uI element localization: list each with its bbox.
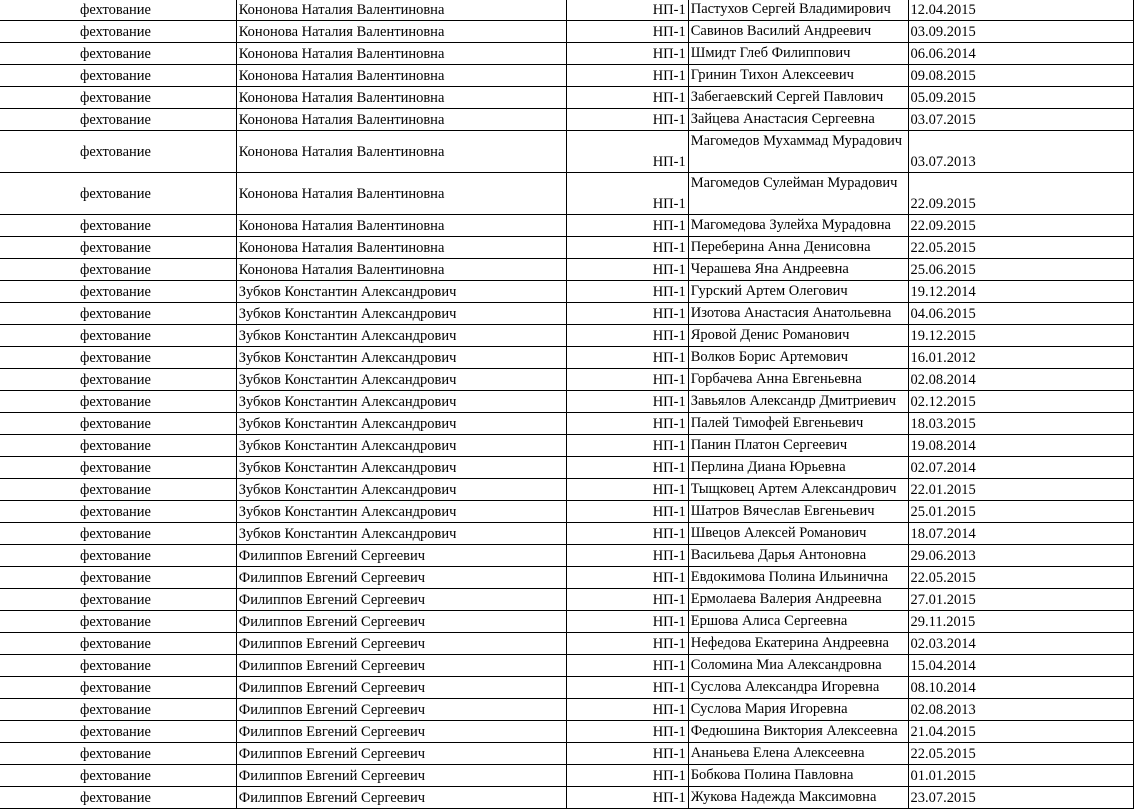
cell-athlete-name[interactable]: Шатров Вячеслав Евгеньевич (688, 501, 908, 523)
cell-group[interactable]: НП-1 (566, 589, 688, 611)
cell-group[interactable]: НП-1 (566, 567, 688, 589)
cell-birth-date[interactable]: 22.09.2015 (908, 173, 1133, 215)
cell-sport[interactable]: фехтование (0, 787, 236, 809)
cell-group[interactable]: НП-1 (566, 215, 688, 237)
cell-birth-date[interactable]: 23.07.2015 (908, 787, 1133, 809)
table-row (0, 721, 1134, 743)
table-row (0, 787, 1134, 809)
cell-coach[interactable]: Кононова Наталия Валентиновна (236, 237, 566, 259)
cell-athlete-name[interactable]: Черашева Яна Андреевна (688, 259, 908, 281)
table-row (0, 65, 1134, 87)
cell-group[interactable]: НП-1 (566, 611, 688, 633)
cell-group[interactable]: НП-1 (566, 677, 688, 699)
table-row (0, 325, 1134, 347)
cell-athlete-name[interactable]: Магомедов Мухаммад Мурадович (688, 131, 908, 173)
cell-coach[interactable]: Зубков Константин Александрович (236, 325, 566, 347)
cell-sport[interactable]: фехтование (0, 435, 236, 457)
table-row (0, 677, 1134, 699)
table-row (0, 0, 1134, 21)
table-row (0, 743, 1134, 765)
cell-group[interactable]: НП-1 (566, 325, 688, 347)
cell-athlete-name[interactable]: Суслова Александра Игоревна (688, 677, 908, 699)
cell-group[interactable]: НП-1 (566, 65, 688, 87)
cell-birth-date[interactable]: 03.07.2013 (908, 131, 1133, 173)
cell-sport[interactable]: фехтование (0, 21, 236, 43)
cell-sport[interactable]: фехтование (0, 215, 236, 237)
cell-group[interactable]: НП-1 (566, 633, 688, 655)
cell-coach[interactable]: Кононова Наталия Валентиновна (236, 43, 566, 65)
cell-sport[interactable]: фехтование (0, 655, 236, 677)
cell-sport[interactable]: фехтование (0, 611, 236, 633)
table-row (0, 413, 1134, 435)
cell-athlete-name[interactable]: Ершова Алиса Сергеевна (688, 611, 908, 633)
cell-athlete-name[interactable]: Васильева Дарья Антоновна (688, 545, 908, 567)
cell-athlete-name[interactable]: Суслова Мария Игоревна (688, 699, 908, 721)
table-row (0, 109, 1134, 131)
cell-coach[interactable]: Зубков Константин Александрович (236, 523, 566, 545)
cell-sport[interactable]: фехтование (0, 699, 236, 721)
cell-birth-date[interactable]: 01.01.2015 (908, 765, 1133, 787)
cell-coach[interactable]: Кононова Наталия Валентиновна (236, 215, 566, 237)
cell-coach[interactable]: Филиппов Евгений Сергеевич (236, 699, 566, 721)
cell-birth-date[interactable]: 02.08.2013 (908, 699, 1133, 721)
cell-sport[interactable]: фехтование (0, 369, 236, 391)
cell-athlete-name[interactable]: Гурский Артем Олегович (688, 281, 908, 303)
cell-birth-date[interactable]: 22.05.2015 (908, 567, 1133, 589)
table-row (0, 369, 1134, 391)
cell-athlete-name[interactable]: Шмидт Глеб Филиппович (688, 43, 908, 65)
table-row (0, 21, 1134, 43)
cell-birth-date[interactable]: 29.11.2015 (908, 611, 1133, 633)
cell-coach[interactable]: Зубков Константин Александрович (236, 457, 566, 479)
cell-athlete-name[interactable]: Савинов Василий Андреевич (688, 21, 908, 43)
cell-birth-date[interactable]: 03.07.2015 (908, 109, 1133, 131)
cell-birth-date[interactable]: 22.05.2015 (908, 743, 1133, 765)
cell-birth-date[interactable]: 25.06.2015 (908, 259, 1133, 281)
cell-group[interactable]: НП-1 (566, 413, 688, 435)
cell-birth-date[interactable]: 04.06.2015 (908, 303, 1133, 325)
table-row (0, 611, 1134, 633)
cell-coach[interactable]: Зубков Константин Александрович (236, 479, 566, 501)
cell-athlete-name[interactable]: Гринин Тихон Алексеевич (688, 65, 908, 87)
cell-coach[interactable]: Кононова Наталия Валентиновна (236, 131, 566, 173)
cell-sport[interactable]: фехтование (0, 545, 236, 567)
cell-coach[interactable]: Филиппов Евгений Сергеевич (236, 633, 566, 655)
cell-birth-date[interactable]: 16.01.2012 (908, 347, 1133, 369)
cell-coach[interactable]: Филиппов Евгений Сергеевич (236, 743, 566, 765)
table-row (0, 173, 1134, 215)
cell-birth-date[interactable]: 05.09.2015 (908, 87, 1133, 109)
cell-coach[interactable]: Филиппов Евгений Сергеевич (236, 765, 566, 787)
cell-birth-date[interactable]: 19.12.2014 (908, 281, 1133, 303)
table-row (0, 655, 1134, 677)
cell-sport[interactable]: фехтование (0, 589, 236, 611)
cell-sport[interactable]: фехтование (0, 743, 236, 765)
cell-sport[interactable]: фехтование (0, 237, 236, 259)
cell-group[interactable]: НП-1 (566, 721, 688, 743)
cell-athlete-name[interactable]: Забегаевский Сергей Павлович (688, 87, 908, 109)
cell-group[interactable]: НП-1 (566, 743, 688, 765)
cell-coach[interactable]: Филиппов Евгений Сергеевич (236, 677, 566, 699)
cell-coach[interactable]: Кононова Наталия Валентиновна (236, 259, 566, 281)
cell-birth-date[interactable]: 15.04.2014 (908, 655, 1133, 677)
cell-athlete-name[interactable]: Пастухов Сергей Владимирович (688, 0, 908, 21)
cell-group[interactable]: НП-1 (566, 43, 688, 65)
cell-athlete-name[interactable]: Магомедова Зулейха Мурадовна (688, 215, 908, 237)
cell-sport[interactable]: фехтование (0, 87, 236, 109)
table-row (0, 259, 1134, 281)
cell-coach[interactable]: Кононова Наталия Валентиновна (236, 0, 566, 21)
cell-athlete-name[interactable]: Перлина Диана Юрьевна (688, 457, 908, 479)
table-row (0, 347, 1134, 369)
cell-sport[interactable]: фехтование (0, 523, 236, 545)
cell-athlete-name[interactable]: Магомедов Сулейман Мурадович (688, 173, 908, 215)
cell-coach[interactable]: Филиппов Евгений Сергеевич (236, 545, 566, 567)
table-row (0, 391, 1134, 413)
cell-group[interactable]: НП-1 (566, 545, 688, 567)
cell-group[interactable]: НП-1 (566, 0, 688, 21)
cell-sport[interactable]: фехтование (0, 173, 236, 215)
cell-birth-date[interactable]: 06.06.2014 (908, 43, 1133, 65)
cell-athlete-name[interactable]: Федюшина Виктория Алексеевна (688, 721, 908, 743)
cell-group[interactable]: НП-1 (566, 237, 688, 259)
cell-sport[interactable]: фехтование (0, 391, 236, 413)
cell-athlete-name[interactable]: Зайцева Анастасия Сергеевна (688, 109, 908, 131)
cell-coach[interactable]: Зубков Константин Александрович (236, 435, 566, 457)
cell-birth-date[interactable]: 22.01.2015 (908, 479, 1133, 501)
cell-athlete-name[interactable]: Евдокимова Полина Ильинична (688, 567, 908, 589)
cell-group[interactable]: НП-1 (566, 347, 688, 369)
cell-athlete-name[interactable]: Бобкова Полина Павловна (688, 765, 908, 787)
cell-birth-date[interactable]: 19.12.2015 (908, 325, 1133, 347)
table-row (0, 633, 1134, 655)
cell-group[interactable]: НП-1 (566, 655, 688, 677)
cell-group[interactable]: НП-1 (566, 391, 688, 413)
cell-sport[interactable]: фехтование (0, 303, 236, 325)
cell-group[interactable]: НП-1 (566, 369, 688, 391)
table-row (0, 43, 1134, 65)
cell-birth-date[interactable]: 19.08.2014 (908, 435, 1133, 457)
cell-birth-date[interactable]: 02.12.2015 (908, 391, 1133, 413)
cell-birth-date[interactable]: 03.09.2015 (908, 21, 1133, 43)
cell-birth-date[interactable]: 22.09.2015 (908, 215, 1133, 237)
cell-athlete-name[interactable]: Изотова Анастасия Анатольевна (688, 303, 908, 325)
cell-sport[interactable]: фехтование (0, 325, 236, 347)
cell-athlete-name[interactable]: Ермолаева Валерия Андреевна (688, 589, 908, 611)
cell-coach[interactable]: Зубков Константин Александрович (236, 391, 566, 413)
table-row (0, 699, 1134, 721)
cell-coach[interactable]: Кононова Наталия Валентиновна (236, 109, 566, 131)
cell-group[interactable]: НП-1 (566, 457, 688, 479)
cell-group[interactable]: НП-1 (566, 479, 688, 501)
table-row (0, 131, 1134, 173)
table-row (0, 589, 1134, 611)
cell-coach[interactable]: Филиппов Евгений Сергеевич (236, 611, 566, 633)
cell-group[interactable]: НП-1 (566, 87, 688, 109)
table-row (0, 281, 1134, 303)
cell-coach[interactable]: Зубков Константин Александрович (236, 369, 566, 391)
cell-group[interactable]: НП-1 (566, 21, 688, 43)
cell-sport[interactable]: фехтование (0, 479, 236, 501)
cell-coach[interactable]: Филиппов Евгений Сергеевич (236, 655, 566, 677)
cell-sport[interactable]: фехтование (0, 65, 236, 87)
table-row (0, 237, 1134, 259)
cell-coach[interactable]: Филиппов Евгений Сергеевич (236, 567, 566, 589)
table-row (0, 523, 1134, 545)
cell-coach[interactable]: Кононова Наталия Валентиновна (236, 173, 566, 215)
cell-coach[interactable]: Филиппов Евгений Сергеевич (236, 589, 566, 611)
cell-group[interactable]: НП-1 (566, 173, 688, 215)
cell-sport[interactable]: фехтование (0, 721, 236, 743)
cell-birth-date[interactable]: 29.06.2013 (908, 545, 1133, 567)
cell-group[interactable]: НП-1 (566, 523, 688, 545)
cell-sport[interactable]: фехтование (0, 281, 236, 303)
cell-birth-date[interactable]: 21.04.2015 (908, 721, 1133, 743)
cell-athlete-name[interactable]: Жукова Надежда Максимовна (688, 787, 908, 809)
cell-coach[interactable]: Зубков Константин Александрович (236, 281, 566, 303)
table-row (0, 567, 1134, 589)
cell-group[interactable]: НП-1 (566, 435, 688, 457)
cell-coach[interactable]: Кононова Наталия Валентиновна (236, 87, 566, 109)
cell-coach[interactable]: Кононова Наталия Валентиновна (236, 65, 566, 87)
table-row (0, 501, 1134, 523)
cell-group[interactable]: НП-1 (566, 281, 688, 303)
cell-birth-date[interactable]: 27.01.2015 (908, 589, 1133, 611)
table-row (0, 215, 1134, 237)
cell-athlete-name[interactable]: Палей Тимофей Евгеньевич (688, 413, 908, 435)
cell-birth-date[interactable]: 18.03.2015 (908, 413, 1133, 435)
cell-coach[interactable]: Зубков Константин Александрович (236, 347, 566, 369)
cell-coach[interactable]: Кононова Наталия Валентиновна (236, 21, 566, 43)
cell-group[interactable]: НП-1 (566, 131, 688, 173)
cell-athlete-name[interactable]: Ананьева Елена Алексеевна (688, 743, 908, 765)
cell-sport[interactable]: фехтование (0, 413, 236, 435)
cell-coach[interactable]: Зубков Константин Александрович (236, 413, 566, 435)
cell-athlete-name[interactable]: Нефедова Екатерина Андреевна (688, 633, 908, 655)
cell-athlete-name[interactable]: Завьялов Александр Дмитриевич (688, 391, 908, 413)
cell-sport[interactable]: фехтование (0, 567, 236, 589)
cell-sport[interactable]: фехтование (0, 109, 236, 131)
cell-birth-date[interactable]: 02.08.2014 (908, 369, 1133, 391)
cell-group[interactable]: НП-1 (566, 259, 688, 281)
cell-sport[interactable]: фехтование (0, 457, 236, 479)
cell-group[interactable]: НП-1 (566, 109, 688, 131)
cell-athlete-name[interactable]: Панин Платон Сергеевич (688, 435, 908, 457)
cell-sport[interactable]: фехтование (0, 765, 236, 787)
cell-group[interactable]: НП-1 (566, 699, 688, 721)
table-row (0, 87, 1134, 109)
table-row (0, 457, 1134, 479)
cell-coach[interactable]: Зубков Константин Александрович (236, 303, 566, 325)
cell-birth-date[interactable]: 02.03.2014 (908, 633, 1133, 655)
cell-birth-date[interactable]: 08.10.2014 (908, 677, 1133, 699)
cell-sport[interactable]: фехтование (0, 43, 236, 65)
cell-coach[interactable]: Филиппов Евгений Сергеевич (236, 787, 566, 809)
cell-coach[interactable]: Филиппов Евгений Сергеевич (236, 721, 566, 743)
cell-birth-date[interactable]: 02.07.2014 (908, 457, 1133, 479)
cell-sport[interactable]: фехтование (0, 0, 236, 21)
table-row (0, 435, 1134, 457)
cell-athlete-name[interactable]: Горбачева Анна Евгеньевна (688, 369, 908, 391)
cell-birth-date[interactable]: 12.04.2015 (908, 0, 1133, 21)
cell-coach[interactable]: Зубков Константин Александрович (236, 501, 566, 523)
table-row (0, 545, 1134, 567)
table-row (0, 303, 1134, 325)
cell-birth-date[interactable]: 18.07.2014 (908, 523, 1133, 545)
cell-athlete-name[interactable]: Соломина Миа Александровна (688, 655, 908, 677)
cell-athlete-name[interactable]: Яровой Денис Романович (688, 325, 908, 347)
cell-sport[interactable]: фехтование (0, 633, 236, 655)
cell-birth-date[interactable]: 09.08.2015 (908, 65, 1133, 87)
cell-athlete-name[interactable]: Тыщковец Артем Александрович (688, 479, 908, 501)
cell-sport[interactable]: фехтование (0, 131, 236, 173)
cell-birth-date[interactable]: 25.01.2015 (908, 501, 1133, 523)
cell-sport[interactable]: фехтование (0, 501, 236, 523)
cell-group[interactable]: НП-1 (566, 787, 688, 809)
cell-group[interactable]: НП-1 (566, 765, 688, 787)
cell-sport[interactable]: фехтование (0, 347, 236, 369)
table-row (0, 765, 1134, 787)
cell-athlete-name[interactable]: Волков Борис Артемович (688, 347, 908, 369)
cell-sport[interactable]: фехтование (0, 677, 236, 699)
cell-sport[interactable]: фехтование (0, 259, 236, 281)
table-row (0, 479, 1134, 501)
cell-athlete-name[interactable]: Переберина Анна Денисовна (688, 237, 908, 259)
cell-group[interactable]: НП-1 (566, 303, 688, 325)
cell-birth-date[interactable]: 22.05.2015 (908, 237, 1133, 259)
cell-athlete-name[interactable]: Швецов Алексей Романович (688, 523, 908, 545)
cell-group[interactable]: НП-1 (566, 501, 688, 523)
